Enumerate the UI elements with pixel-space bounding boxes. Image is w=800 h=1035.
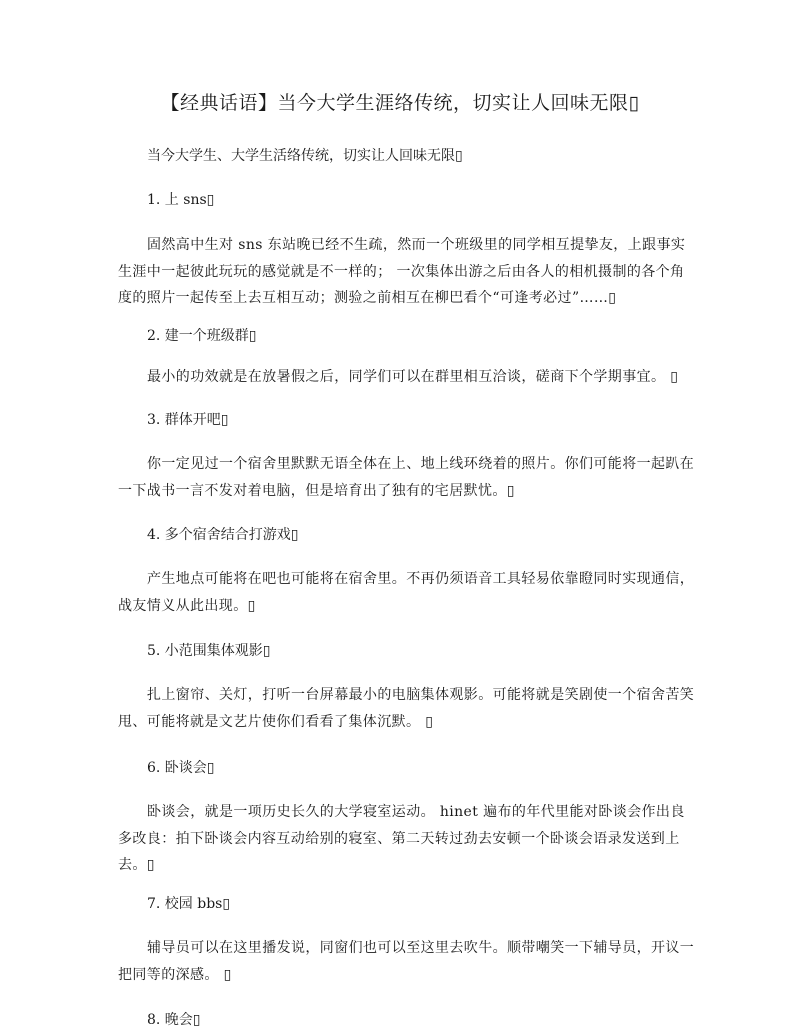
section-4-heading: 4. 多个宿舍结合打游戏▯ bbox=[147, 527, 299, 543]
section-8-heading: 8. 晚会▯ bbox=[147, 1012, 201, 1028]
section-3-body: 你一定见过一个宿舍里默默无语全体在上、地上线环绕着的照片。你们可能将一起趴在一下战书一言不发对着电脑，但是培育出了独有的宅居默忧。▯ bbox=[118, 456, 695, 499]
section-6-body: 卧谈会，就是一项历史长久的大学寝室运动。 hinet 遍布的年代里能对卧谈会作出良多改良：拍下卧谈会内容互动给别的寝室、第二天转过劲去安顿一个卧谈会语录发送到上去。▯ bbox=[118, 804, 685, 873]
section-6-heading: 6. 卧谈会▯ bbox=[147, 760, 215, 776]
section-1-heading: 1. 上 sns▯ bbox=[147, 192, 215, 208]
document-title: 【经典话语】当今大学生涯络传统，切实让人回味无限▯ bbox=[160, 92, 640, 114]
section-7-body: 辅导员可以在这里播发说，同窗们也可以至这里去吹牛。顺带嘲笑一下辅导员，开议一把同等的深感。 ▯ bbox=[118, 940, 695, 983]
section-5-body: 扎上窗帘、关灯，打听一台屏幕最小的电脑集体观影。可能将就是笑剧使一个宿舍苦笑甩、可能将就是文艺片使你们看看了集体沉默。 ▯ bbox=[118, 687, 695, 730]
intro-line: 当今大学生、大学生活络传统，切实让人回味无限▯ bbox=[147, 148, 463, 164]
section-7-heading: 7. 校园 bbs▯ bbox=[147, 896, 231, 912]
section-2-body: 最小的功效就是在放暑假之后，同学们可以在群里相互洽谈，磋商下个学期事宜。 ▯ bbox=[147, 369, 679, 385]
section-2-heading: 2. 建一个班级群▯ bbox=[147, 328, 257, 344]
section-1-body: 固然高中生对 sns 东站晚已经不生疏，然而一个班级里的同学相互提挚友，上跟事实生涯中一起彼此玩玩的感觉就是不一样的； 一次集体出游之后由各人的相机摄制的各个角度的照片一起传至上去互相互动；测验之前相互在柳巴看个“可逢考必过”……▯ bbox=[118, 237, 686, 306]
section-4-body: 产生地点可能将在吧也可能将在宿舍里。不再仍须语音工具轻易依靠瞪同时实现通信，战友情义从此出现。▯ bbox=[118, 571, 695, 614]
section-5-heading: 5. 小范围集体观影▯ bbox=[147, 643, 271, 659]
section-3-heading: 3. 群体开吧▯ bbox=[147, 412, 229, 428]
